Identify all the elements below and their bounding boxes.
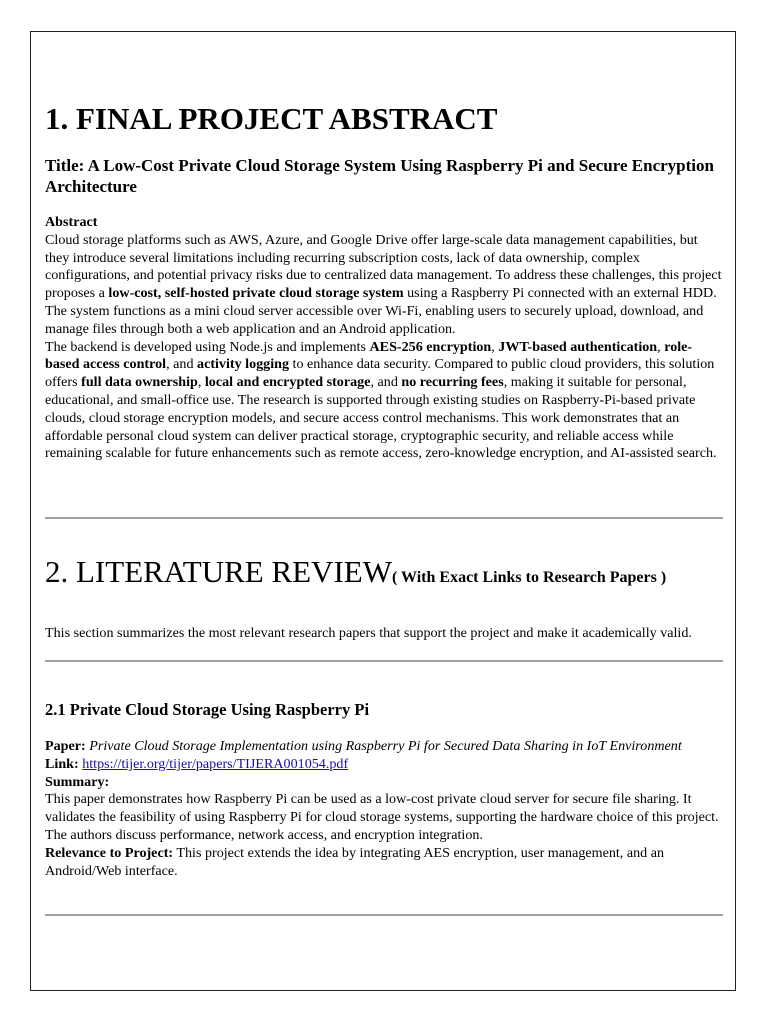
text-run: The backend is developed using Node.js and implements: [45, 338, 370, 355]
summary-text: This paper demonstrates how Raspberry Pi can be used as a low-cost private cloud server for secure file sharing. It validates the feasibility of using Raspberry Pi for cloud storage systems, supporting the hardware choice of this project. The authors discuss performance, network access, and encryption integration.: [45, 791, 719, 843]
paper-title: Private Cloud Storage Implementation using Raspberry Pi for Secured Data Sharing in IoT Environment: [89, 738, 682, 754]
relevance-text: This project extends the idea by integrating AES encryption, user management, and an Android/Web interface.: [45, 844, 665, 879]
text-run: ,: [491, 338, 499, 355]
project-title: Title: A Low-Cost Private Cloud Storage System Using Raspberry Pi and Secure Encryption Architecture: [45, 156, 714, 196]
relevance-label: Relevance to Project:: [45, 844, 174, 861]
link-line: [45, 756, 725, 774]
paper-link[interactable]: https://tijer.org/tijer/papers/TIJERA001054.pdf: [82, 755, 349, 772]
divider: [45, 914, 723, 916]
text-run: ,: [657, 338, 665, 355]
section2-heading-sub: ( With Exact Links to Research Papers ): [391, 569, 667, 586]
paper-entry: [45, 738, 725, 880]
bold-run: low-cost, self-hosted private cloud storage system: [108, 285, 404, 302]
text-run: ,: [197, 374, 205, 391]
bold-run: activity logging: [197, 356, 290, 373]
bold-run: local and encrypted storage: [204, 374, 371, 391]
text-run: , and: [166, 356, 198, 373]
text-run: Cloud storage platforms such as AWS, Azure, and Google Drive offer large-scale data management capabilities, but they introduce several limitations including recurring subscription costs, lack of data ownership, complex configurations, and potential privacy risks due to centralized data management. To address these challenges, this project proposes a: [45, 231, 722, 302]
section2-heading-text: 2. LITERATURE REVIEW: [45, 554, 392, 589]
paper-line: [45, 738, 725, 756]
abstract-paragraph-1: [45, 232, 725, 339]
divider: [45, 660, 723, 662]
bold-run: JWT-based authentication: [498, 338, 658, 355]
section1-heading-wrap: [45, 101, 725, 137]
bold-run: full data ownership: [81, 374, 198, 391]
section1-heading: 1. FINAL PROJECT ABSTRACT: [45, 101, 498, 136]
section2-heading: [45, 554, 725, 596]
summary-label: Summary:: [45, 773, 110, 790]
abstract-label: Abstract: [45, 214, 98, 230]
text-run: , and: [370, 374, 402, 391]
section21-heading: 2.1 Private Cloud Storage Using Raspberry Pi: [45, 700, 370, 719]
link-label: Link:: [45, 755, 79, 772]
relevance-line: [45, 845, 725, 881]
paper-label: Paper:: [45, 738, 86, 754]
bold-run: AES-256 encryption: [369, 338, 492, 355]
bold-run: role-based access control: [45, 338, 693, 373]
divider: [45, 517, 723, 519]
section2-intro: This section summarizes the most relevant research papers that support the project and make it academically valid.: [45, 625, 692, 641]
text-run: , making it suitable for personal, educational, and small-office use. The research is supported through existing studies on Raspberry-Pi-based private clouds, cloud storage encryption models, and secure access control mechanisms. This work demonstrates that an affordable personal cloud system can deliver practical storage, cryptographic security, and reliable access while remaining scalable for future enhancements such as remote access, zero-knowledge encryption, and AI-assisted search.: [45, 374, 717, 462]
section2-heading-wrap: [45, 554, 725, 596]
abstract-paragraph-2: [45, 339, 725, 464]
section2-intro-wrap: [45, 625, 725, 643]
abstract-block: [45, 214, 725, 463]
text-run: to enhance data security. Compared to public cloud providers, this solution offers: [45, 356, 715, 391]
bold-run: no recurring fees: [401, 374, 504, 391]
text-run: using a Raspberry Pi connected with an external HDD. The system functions as a mini cloud server accessible over Wi-Fi, enabling users to securely upload, download, and manage files through both a web application and an Android application.: [45, 285, 717, 337]
